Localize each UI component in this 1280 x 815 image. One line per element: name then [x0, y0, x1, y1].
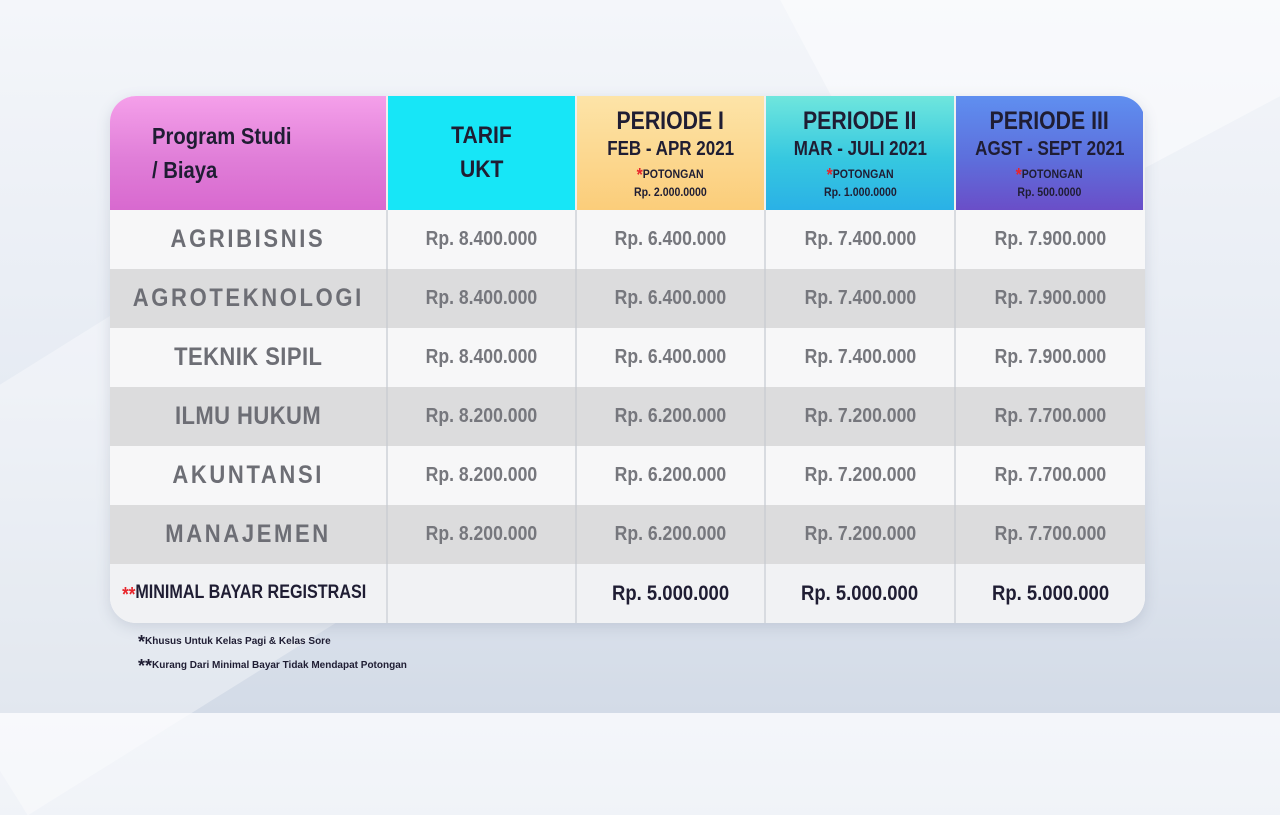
periode-discount-amount: Rp. 500.0000	[1017, 185, 1082, 199]
header-tarif-ukt	[388, 96, 577, 210]
periode-range: MAR - JULI 2021	[793, 138, 927, 160]
periode1-value: Rp. 6.200.000	[614, 405, 727, 427]
footnote	[138, 654, 407, 678]
periode-title: PERIODE II	[803, 107, 917, 135]
tarif-value: Rp. 8.200.000	[425, 405, 538, 427]
header-program-line1: Program Studi	[152, 123, 292, 149]
table-row	[110, 446, 1145, 505]
footer-periode3-cell	[956, 564, 1145, 623]
periode2-value: Rp. 7.400.000	[804, 346, 916, 368]
periode-discount-text: POTONGAN	[832, 167, 894, 181]
double-asterisk-icon: **	[138, 656, 153, 676]
footer-label-text: MINIMAL BAYAR REGISTRASI	[135, 581, 366, 603]
program-name: MANAJEMEN	[165, 520, 331, 548]
footer-periode1-cell	[577, 564, 766, 623]
program-name: AKUNTANSI	[172, 461, 324, 489]
footnote	[138, 630, 407, 654]
tarif-cell	[388, 269, 577, 328]
table-row	[110, 210, 1145, 269]
periode-discount-amount: Rp. 1.000.0000	[823, 185, 897, 199]
footer-label	[122, 582, 366, 607]
footer-periode2-cell	[766, 564, 956, 623]
periode1-cell	[577, 328, 766, 387]
periode3-value: Rp. 7.700.000	[994, 523, 1107, 545]
footer-tarif-cell	[388, 564, 577, 623]
program-cell	[110, 387, 388, 446]
tarif-cell	[388, 446, 577, 505]
periode2-cell	[766, 210, 956, 269]
periode2-cell	[766, 446, 956, 505]
program-name: ILMU HUKUM	[174, 402, 322, 430]
periode2-value: Rp. 7.200.000	[804, 464, 916, 486]
periode-title: PERIODE I	[616, 107, 725, 135]
header-periode-1	[577, 96, 766, 210]
periode-discount-text: POTONGAN	[1022, 167, 1083, 181]
header-periode-2	[766, 96, 956, 210]
periode3-value: Rp. 7.700.000	[994, 464, 1107, 486]
program-cell	[110, 328, 388, 387]
table-row	[110, 387, 1145, 446]
program-name: AGROTEKNOLOGI	[132, 284, 364, 312]
periode3-cell	[956, 387, 1145, 446]
periode1-value: Rp. 6.400.000	[614, 346, 727, 368]
tarif-value: Rp. 8.400.000	[425, 346, 538, 368]
tarif-cell	[388, 328, 577, 387]
periode-discount-text: POTONGAN	[643, 167, 704, 181]
asterisk-icon: *	[1015, 165, 1023, 185]
program-name: TEKNIK SIPIL	[173, 343, 323, 371]
periode2-cell	[766, 269, 956, 328]
footnotes	[138, 630, 407, 678]
periode3-value: Rp. 7.900.000	[994, 287, 1107, 309]
table-row	[110, 269, 1145, 328]
fee-table	[110, 96, 1145, 623]
table-row	[110, 328, 1145, 387]
periode-discount-amount: Rp. 2.000.0000	[634, 185, 707, 199]
tarif-value: Rp. 8.400.000	[425, 287, 538, 309]
table-header	[110, 96, 1145, 210]
periode3-cell	[956, 446, 1145, 505]
periode2-value: Rp. 7.200.000	[804, 405, 916, 427]
program-cell	[110, 269, 388, 328]
periode1-cell	[577, 210, 766, 269]
periode1-cell	[577, 387, 766, 446]
asterisk-icon: *	[636, 165, 644, 185]
footer-periode2-value: Rp. 5.000.000	[801, 582, 919, 605]
periode3-value: Rp. 7.900.000	[994, 346, 1107, 368]
header-tarif-line1: TARIF	[451, 122, 512, 149]
periode2-cell	[766, 505, 956, 564]
periode-title: PERIODE III	[989, 107, 1110, 135]
program-cell	[110, 446, 388, 505]
periode2-value: Rp. 7.400.000	[804, 287, 916, 309]
periode-discount-label	[637, 166, 704, 184]
table-footer-minimal-payment	[110, 564, 1145, 623]
header-program-studi	[110, 96, 388, 210]
footnote-text: Khusus Untuk Kelas Pagi & Kelas Sore	[145, 636, 331, 647]
periode1-value: Rp. 6.200.000	[614, 523, 727, 545]
footer-periode3-value: Rp. 5.000.000	[991, 582, 1110, 605]
periode1-value: Rp. 6.400.000	[614, 228, 727, 250]
periode3-value: Rp. 7.900.000	[994, 228, 1107, 250]
periode1-cell	[577, 505, 766, 564]
header-program-line2: / Biaya	[152, 157, 218, 183]
periode-discount-label	[1016, 166, 1083, 184]
periode1-value: Rp. 6.400.000	[614, 287, 727, 309]
periode3-cell	[956, 328, 1145, 387]
table-row	[110, 505, 1145, 564]
periode2-cell	[766, 387, 956, 446]
double-asterisk-icon: **	[121, 583, 136, 606]
program-name: AGRIBISNIS	[170, 225, 326, 253]
periode2-value: Rp. 7.400.000	[804, 228, 916, 250]
program-cell	[110, 210, 388, 269]
periode3-cell	[956, 505, 1145, 564]
periode-discount-label	[826, 166, 893, 184]
footnote-text: Kurang Dari Minimal Bayar Tidak Mendapat Potongan	[152, 660, 407, 671]
periode3-cell	[956, 269, 1145, 328]
periode-range: AGST - SEPT 2021	[974, 138, 1125, 160]
asterisk-icon: *	[826, 165, 833, 185]
periode1-cell	[577, 446, 766, 505]
periode2-value: Rp. 7.200.000	[804, 523, 916, 545]
asterisk-icon: *	[138, 632, 146, 652]
footer-periode1-value: Rp. 5.000.000	[611, 582, 730, 605]
header-periode-3	[956, 96, 1145, 210]
periode1-cell	[577, 269, 766, 328]
periode-range: FEB - APR 2021	[607, 138, 734, 160]
periode3-value: Rp. 7.700.000	[994, 405, 1107, 427]
periode1-value: Rp. 6.200.000	[614, 464, 727, 486]
tarif-cell	[388, 387, 577, 446]
tarif-value: Rp. 8.200.000	[425, 523, 538, 545]
footer-label-cell	[110, 564, 388, 623]
tarif-value: Rp. 8.400.000	[425, 228, 538, 250]
header-tarif-line2: UKT	[459, 156, 504, 183]
program-cell	[110, 505, 388, 564]
tarif-value: Rp. 8.200.000	[425, 464, 538, 486]
periode3-cell	[956, 210, 1145, 269]
tarif-cell	[388, 210, 577, 269]
tarif-cell	[388, 505, 577, 564]
periode2-cell	[766, 328, 956, 387]
